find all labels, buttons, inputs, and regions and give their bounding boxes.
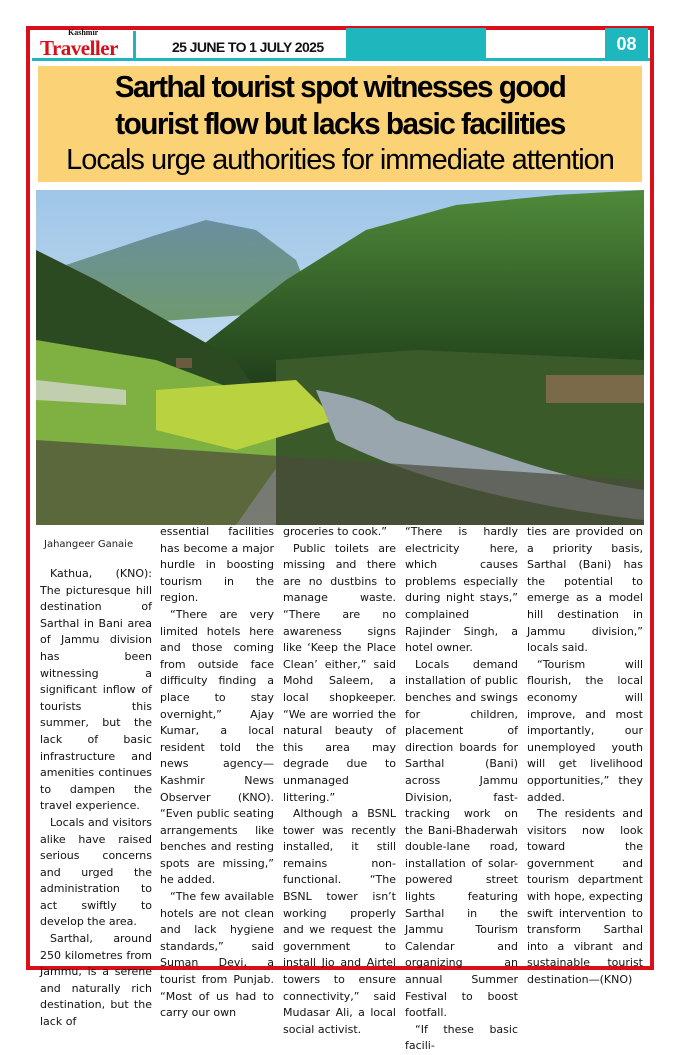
article-column-5	[527, 524, 643, 989]
logo	[36, 28, 136, 60]
article-paragraph: Sarthal, around 250 kilometres from Jammu, is a serene and naturally rich destination, but the lack of	[40, 932, 152, 1029]
subheadline: Locals urge authorities for immediate attention	[66, 144, 614, 176]
article-paragraph: “There are very limited hotels here and those coming from outside face difficulty finding a place to stay overnight,” Ajay Kumar, a local resident told the news agency—Kashmir News Observer (KNO). “Even public seating arrangements like benches and resting spots are missing,” he added.	[160, 607, 274, 887]
page-number: 08	[605, 28, 648, 60]
article-paragraph: Public toilets are missing and there are no dustbins to manage waste. “There are no awareness signs like ‘Keep the Place Clean’ either,” said Mohd Saleem, a local shopkeeper. “We are worried the natural beauty of this area may degrade due to unmanaged littering.”	[283, 541, 396, 804]
article-paragraph: “There is hardly electricity here, which causes problems especially during night stays,” complained Rajinder Singh, a hotel owner.	[405, 525, 518, 655]
byline: Jahangeer Ganaie	[44, 539, 134, 550]
article-paragraph: essential facilities has become a major hurdle in boosting tourism in the region.	[160, 525, 274, 605]
article-paragraph: Locals demand installation of public benches and swings for children, placement of direction boards for Sarthal (Bani) across Jammu Division, fast-tracking work on the Bani-Bhaderwah double-lane road, installation of solar-powered street lights featuring Sarthal in the Jammu Tourism Calendar and organizing an annual Summer Festival to boost footfall.	[405, 657, 518, 1020]
article-paragraph: “The few available hotels are not clean and lack hygiene standards,” said Suman Devi, a tourist from Punjab. “Most of us had to carry our own	[160, 890, 274, 1020]
article-paragraph: groceries to cook.”	[283, 525, 387, 538]
headline-box	[38, 66, 642, 182]
article-photo	[36, 190, 644, 525]
article-paragraph: Although a BSNL tower was recently installed, it still remains non-functional. “The BSNL tower isn’t working properly and we request the government to install Jio and Airtel towers to ensure connectivity,” said Mudasar Ali, a local social activist.	[283, 807, 396, 1036]
article-paragraph: “If these basic facili-	[405, 1022, 518, 1053]
issue-date: 25 JUNE TO 1 JULY 2025	[172, 39, 324, 55]
logo-main: Traveller	[40, 36, 118, 60]
article-column-1	[40, 566, 152, 1031]
article-paragraph: Kathua, (KNO): The picturesque hill destination of Sarthal in Bani area of Jammu division has been witnessing a significant inflow of tourists this summer, but the lack of basic infrastructure and amenities continues to dampen the travel experience.	[40, 567, 152, 813]
masthead	[32, 28, 650, 61]
logo-top: Kashmir	[68, 28, 99, 37]
article-paragraph: ties are provided on a priority basis, Sarthal (Bani) has the potential to emerge as a model hill destination in Jammu division,” locals said.	[527, 525, 643, 655]
accent-block	[346, 28, 486, 60]
article-paragraph: “Tourism will flourish, the local economy will improve, and most importantly, our unemployed youth will get livelihood opportunities,” they added.	[527, 657, 643, 804]
article-paragraph: Locals and visitors alike have raised serious concerns and urged the administration to act swiftly to develop the area.	[40, 815, 152, 929]
article-paragraph: The residents and visitors now look toward the government and tourism department with hope, expecting swift intervention to transform Sarthal into a vibrant and sustainable tourist destination—(KNO)	[527, 807, 643, 987]
article-column-3	[283, 524, 396, 1038]
article-column-2	[160, 524, 274, 1022]
headline-line-1: Sarthal tourist spot witnesses good	[114, 69, 566, 104]
headline-line-2: tourist flow but lacks basic facilities	[115, 106, 565, 141]
article-column-4	[405, 524, 518, 1055]
